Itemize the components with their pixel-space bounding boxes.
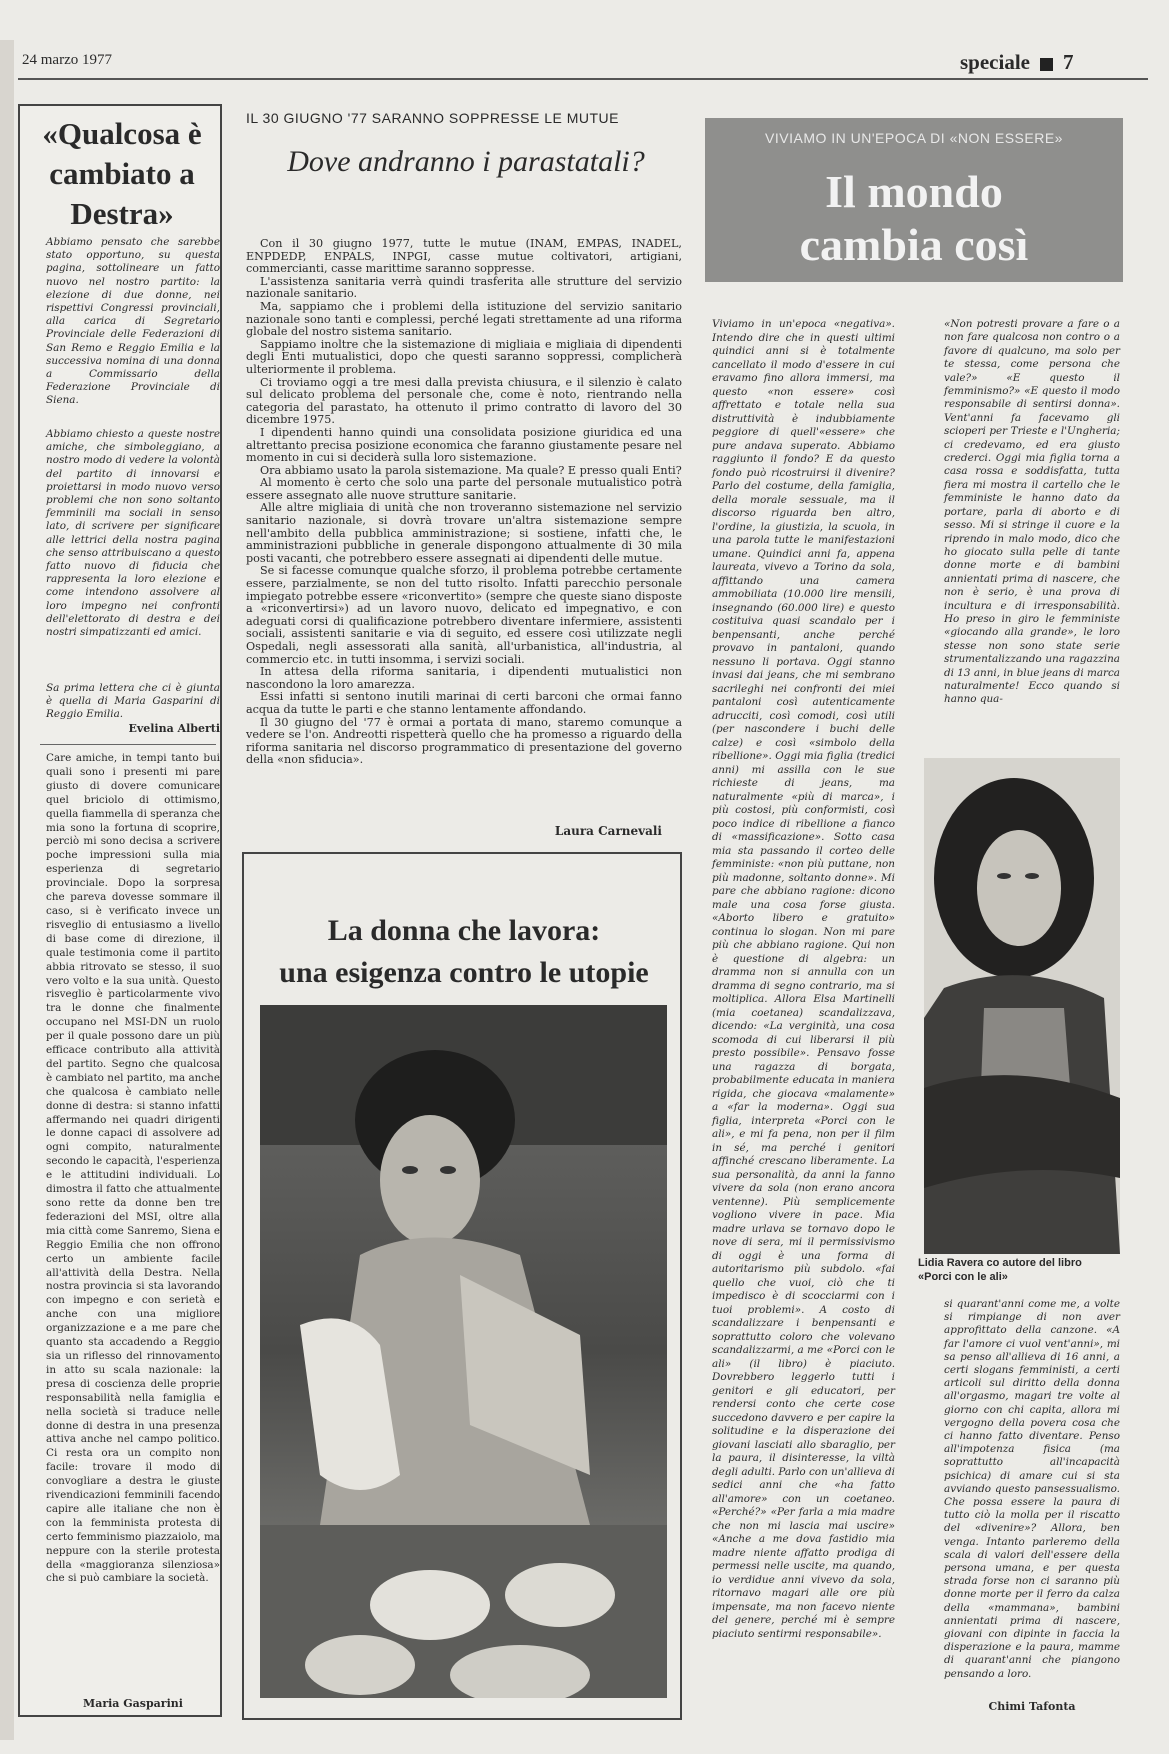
right-title-line1: Il mondo (825, 166, 1003, 217)
center-article-signature: Laura Carnevali (554, 824, 662, 838)
paragraph: Se si facesse comunque qualche sforzo, il problema potrebbe certamente essere, parzialmente, se non del tutto risolto. Infatti parecchio personale impiegato potrebbe essere «riconvertito» (sempre che queste siano disposte a «riconvertirsi») ad un lavoro nuovo, delicato ed impegnativo, e con adeguati corsi di qualificazione potrebbero diventare infermiere, assistenti sociali, assistenti sanitarie e via di seguito, ed essere così utilizzate negli Ospedali, negli assessorati alla sanità, all'urbanistica, all'industria, al commercio etc. in tutti insomma, i servizi sociali. (246, 564, 682, 666)
right-article-title (705, 165, 1123, 271)
page-number: 7 (1062, 50, 1074, 74)
center-article-kicker: IL 30 GIUGNO '77 SARANNO SOPPRESSE LE MUTUE (246, 110, 619, 126)
right-article-kicker: VIVIAMO IN UN'EPOCA DI «NON ESSERE» (765, 130, 1063, 146)
page-date: 24 marzo 1977 (22, 52, 112, 68)
center-article-title: Dove andranno i parastatali? (287, 145, 645, 178)
right-article-col1: Viviamo in un'epoca «negativa». Intendo dire che in questi ultimi quindici anni si è totalmente cancellato il modo d'essere in cui eravamo fino allora immersi, ma questo «non essere» così affrettato e totale nella sua distruttività è indubbiamente peggiore di quell'«essere» che pure andava superato. Abbiamo raggiunto il fondo? E da questo fondo può ricostruirsi il divenire? Parlo del costume, della famiglia, della morale sessuale, ma il discorso riguarda ben altro, l'ordine, la giustizia, la scuola, in una parola tutte le manifestazioni umane. Quindici anni fa, appena laureata, vivevo a Torino da sola, affittando una camera ammobiliata (10.000 lire mensili, insegnando (60.000 lire) e questo costituiva quasi scandalo per i benpensanti, anche perché provavo in pantaloni, quando nessuno li portava. Oggi stanno invasi dai jeans, che mi sembrano sacrileghi nei confronti dei miei pantaloni così autenticamente adrucciti, così comodi, così utili (per nascondere i buchi delle calze) e così «simbolo della ribellione». Oggi mia figlia (tredici anni) mi assilla con le sue richieste di jeans, ma naturalmente «più di marca», i più costosi, più conformisti, così poco indice di ribellione a fianco di «massificazione». Sotto casa mia sta passando il corteo delle femministe: «non più puttane, non più madonne, soltanto donne». Mi pare che abbiano ragione: dicono male una cosa forse giusta. «Aborto libero e gratuito» continua lo slogan. Non mi pare più che abbiano ragione. Qui non è questione di algebra: un dramma non si annulla con un dramma di segno contrario, ma si moltiplica. Allora Elsa Martinelli (mia coetanea) scandalizzava, dicendo: «La verginità, una cosa scomoda di cui liberarsi il più presto possibile». Pensavo fosse una ragazza di borgata, probabilmente educata in maniera rigida, che giocava «malamente» a «far la moderna». Oggi sua figlia, interpreta «Porci con le ali», e mi fa pena, non per il film in sé, ma perché i genitori affinché crescano liberamente. La sua personalità, da anni la fanno vivere da sola (non erano ancora ventenne). Più semplicemente vogliono vivere in pace. Mia madre urlava se tornavo dopo le nove di sera, mi il permissivismo di oggi è una forma di autoritarismo più subdolo. «fai quello che vuoi, ciò che ti impedisco è di scocciarmi con i tuoi problemi». A costo di scandalizzare i benpensanti e soprattutto coloro che volevano scandalizzarmi, a me «Porci con le ali» (il libro) è piaciuto. Dovrebbero leggerlo tutti i genitori e gli educatori, per rendersi conto che certe cose succedono davvero e per capire la solitudine e la disperazione dei giovani lasciati allo sbaraglio, per la paura, il disinteresse, la viltà degli adulti. Parlo con un'allieva di sedici anni che «ha fatto all'amore» con un coetaneo. «Perché?» «Per farla a mia madre che non mi lascia mai uscire» «Anche a me dova fastidio mia madre niente affatto prodiga di permessi nelle uscite, ma quando, io verdidue anni vivevo da sola, ritornavo magari alle ore più impensate, ma non facevo niente del genere, perché mi è sempre piaciuto sentirmi responsabile». (712, 318, 895, 1640)
left-letter-signature: Maria Gasparini (83, 1697, 183, 1710)
paragraph: L'assistenza sanitaria verrà quindi trasferita alle strutture del servizio nazionale sanitario. (246, 274, 682, 301)
binding-edge (0, 40, 14, 1740)
right-title-line2: cambia così (799, 219, 1029, 270)
left-article-title: «Qualcosa è cambiato a Destra» (42, 116, 202, 231)
paragraph: In attesa della riforma sanitaria, i dipendenti mutualistici non nascondono la loro amarezza. (246, 665, 682, 691)
left-article-intro: Abbiamo pensato che sarebbe stato opportuno, su questa pagina, sottolineare un fatto nuovo nel nostro partito: la elezione di due donne, nei rispettivi Congressi provinciali, alla carica di Segretario Provinciale delle Federazioni di San Remo e Reggio Emilia e la successiva nomina di una donna a Commissario della Federazione Provinciale di Siena. (46, 236, 220, 407)
left-letter-body: Care amiche, in tempi tanto bui quali sono i presenti mi pare giusto di dovere comunicare quel briciolo di ottimismo, quella fiammella di speranza che mia sono la fortuna di scoprire, perciò mi sono decisa a scrivere poche impressioni sulla mia esperienza di segretario provinciale. Dopo la sorpresa che pareva dovesse sommare il caso, si è verificato invece un risveglio di entusiasmo a livello di base come di direzione, il quale testimonia come il partito abbia ritrovato se stesso, il suo vero volto e la sua unità. Questo risveglio è particolarmente vivo tra le donne che finalmente occupano nel MSI-DN un ruolo per il quale possono dare un più efficace contributo alla attività del partito. Segno che qualcosa è cambiato nel partito, ma anche che qualcosa è cambiato nelle donne di destra: si stanno infatti affermando nei quadri dirigenti le donne capaci di assolvere ad ogni compito, naturalmente secondo le capacità, l'esperienza e le attitudini individuali. Lo dimostra il fatto che attualmente sono rette da donne ben tre federazioni del MSI, oltre alla mia città come Sanremo, Siena e Reggio Emilia che non offrono certo un ambiente facile all'attività della Destra. Nella nostra provincia si sta lavorando con impegno e con serietà e anche con una migliore organizzazione e a me pare che quanto sta accadendo a Reggio sia un riflesso del rinnovamento in atto su scala nazionale: la presa di coscienza delle proprie responsabilità nella famiglia e nella società si traduce nelle donne di destra in una presenza attiva anche nel campo politico. Ci resta ora un compito non facile: trovare il modo di convogliare a destra le giuste rivendicazioni femminili facendo capire alle italiane che non è con la femminista protesta di certo femminismo piazzaiolo, ma neppure con la sterile protesta della «maggioranza silenziosa» che si può cambiare la società. (46, 752, 220, 1585)
paragraph: Con il 30 giugno 1977, tutte le mutue (INAM, EMPAS, INADEL, ENPDEDP, ENPALS, INPGI, casse mutue coltivatori, artigiani, commercianti, casse marittime saranno soppresse. (246, 237, 682, 276)
left-divider (40, 744, 216, 745)
paragraph: Alle altre migliaia di unità che non troveranno sistemazione nel servizio sanitario nazionale, si dovrà trovare un'altra sistemazione sempre nell'ambito della pubblica amministrazione; si sostiene, infatti che, le amministrazioni pubbliche in generale dispongono attualmente di 30 mila posti vacanti, che potrebbero essere assegnati ai dipendenti delle mutue. (246, 501, 682, 565)
section-square-icon (1040, 58, 1053, 71)
section-name: speciale (960, 50, 1030, 74)
paragraph: Sappiamo inoltre che la sistemazione di migliaia e migliaia di dipendenti degli Enti mutualistici, dopo che questi saranno soppressi, complicherà ulteriormente il problema. (246, 337, 682, 376)
feature-title-line2: una esigenza contro le utopie (279, 956, 649, 989)
paragraph: Ma, sappiamo che i problemi della istituzione del servizio sanitario nazionale sono tanti e complessi, perché legati strettamente ad una riforma globale del nostro sistema sanitario. (246, 299, 682, 339)
header-rule (18, 78, 1148, 80)
right-article-col2b: si quarant'anni come me, a volte si rimpiange di non aver approfittato della canzone. «A far l'amore ci vuol vent'anni», mi sa penso all'allieva di 16 anni, a certi slogans femministi, a certi articoli sul diritto della donna all'orgasmo, magari tre volte al giorno con chi capita, allora mi vergogno della povera cosa che ci hanno fatto diventare. Penso all'impotenza fisica (ma soprattutto all'incapacità psichica) di amare cui si sta avviando questo pansessualismo. Che possa essere la paura di tutto ciò la molla per il riscatto del «divenire»? Allora, ben venga. Intanto parleremo della scala di valori dell'essere della persona umana, e per questa strada forse non ci saranno più donne morte per il ferro da calza della «mammana», bambini annientati prima di nascere, giovani con dipinte in faccia la disperazione e la paura, mamme di quarant'anni che piangono pensando a loro. (944, 1298, 1120, 1680)
left-article-intro-3: Sa prima lettera che ci è giunta è quella di Maria Gasparini di Reggio Emilia. (46, 682, 220, 721)
right-article-signature: Chimi Tafonta (988, 1700, 1076, 1713)
feature-title-line1: La donna che lavora: (327, 914, 601, 947)
left-article-editor: Evelina Alberti (128, 722, 220, 735)
paragraph: I dipendenti hanno quindi una consolidata posizione giuridica ed una altrettanto precisa posizione economica che faranno giustamente pesare nel momento in cui si deciderà sulla loro sistemazione. (246, 425, 682, 465)
paragraph: Ci troviamo oggi a tre mesi dalla prevista chiusura, e il silenzio è calato sul delicato problema del personale che, come è noto, rientrando nella categoria del parastato, ha ottenuto il primo contratto di lavoro del 30 dicembre 1975. (246, 375, 682, 427)
paragraph: Ora abbiamo usato la parola sistemazione. Ma quale? E presso quali Enti? (260, 463, 682, 477)
woman-working-photo (260, 1005, 667, 1698)
paragraph: Al momento è certo che solo una parte del personale mutualistico potrà essere assegnato alle nuove strutture sanitarie. (246, 476, 682, 502)
paragraph: Essi infatti si sentono inutili marinai di certi barconi che ormai fanno acqua da tutte le parti e che stanno lentamente affondando. (246, 690, 682, 716)
paragraph: Il 30 giugno del '77 è ormai a portata di mano, staremo comunque a vedere se l'on. Andreotti rispetterà quello che ha promesso a riguardo della riforma sanitaria nel discorso programmatico di presentazione del governo della «non sfiducia». (246, 715, 682, 767)
right-article-col2a: «Non potresti provare a fare o a non fare qualcosa non contro o a favore di qualcuno, ma solo per te stessa, come persona che vale?» «E questo il femminismo?» «E questo il modo responsabile di sentirsi donna». Vent'anni fa facevamo gli scioperi per Trieste e l'Ungheria; ci credevamo, ed era giusto crederci. Oggi mia figlia torna a casa rossa e soddisfatta, tutta fiera mi mostra il cartello che le femministe le hanno dato da portare, parla di aborto e di sesso. Mi si stringe il cuore e la riprendo in malo modo, dico che ho giocato sulla pelle di tante donne morte e di bambini annientati prima di nascere, che non è serio, è una prova di incultura e di irresponsabilità. Ho preso in giro le femministe «giocando alla grande», le loro stesse non sono state serie strumentalizzando una ragazzina di 13 anni, in blue jeans di marca naturalmente! Ecco quando si hanno qua- (944, 318, 1120, 706)
lidia-ravera-photo (924, 758, 1120, 1254)
page-section-header (960, 50, 1073, 75)
center-article-body (246, 238, 682, 767)
photo-caption: Lidia Ravera co autore del libro «Porci con le ali» (918, 1257, 1082, 1283)
feature-title (244, 910, 684, 994)
left-article-intro-2: Abbiamo chiesto a queste nostre amiche, che simboleggiano, a nostro modo di vedere la volontà del partito di innovarsi e proiettarsi in modo nuovo verso problemi che non sono soltanto femminili ma sociali in senso lato, di scrivere per significare alle lettrici della nostra pagina che senso attribuiscano a questo fatto nuovo di fiducia che rappresenta la loro elezione e come intendono assolvere al loro impegno nei confronti dell'elettorato di destra e dei nostri simpatizzanti ed amici. (46, 428, 220, 639)
